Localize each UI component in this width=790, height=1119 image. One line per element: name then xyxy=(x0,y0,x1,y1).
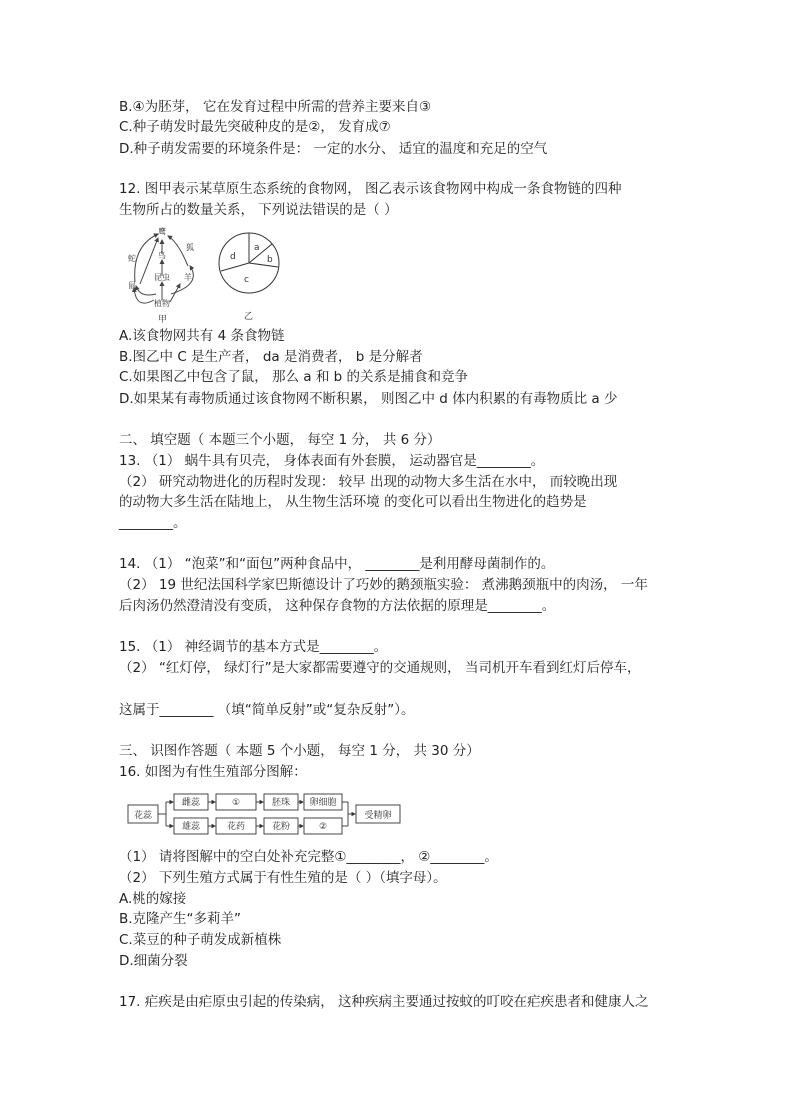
pie-caption: 乙 xyxy=(244,312,254,322)
q15-part2-line1: （2） “红灯停， 绿灯行”是大家都需要遵守的交通规则， 当司机开车看到红灯后停车， xyxy=(119,660,641,676)
q16-option-b: B.克隆产生“多莉羊” xyxy=(119,911,242,927)
food-web-sheep: 羊 xyxy=(184,273,192,282)
q16-part1: （1） 请将图解中的空白处补充完整①________， ②________。 xyxy=(119,849,498,865)
q12-stem-line1: 12. 图甲表示某草原生态系统的食物网， 图乙表示该食物网中构成一条食物链的四种 xyxy=(119,181,622,197)
diagram-anther: 花药 xyxy=(226,822,246,832)
q12-option-a: A.该食物网共有 4 条食物链 xyxy=(119,328,285,344)
q17-stem: 17. 疟疾是由疟原虫引起的传染病， 这种疾病主要通过按蚊的叮咬在疟疾患者和健康人之 xyxy=(119,994,649,1010)
diagram-blank-2: ② xyxy=(318,822,328,832)
food-web-eagle: 鹰 xyxy=(158,227,166,236)
q12-option-b: B.图乙中 C 是生产者， da 是消费者， b 是分解者 xyxy=(119,349,423,365)
q16-stem: 16. 如图为有性生殖部分图解： xyxy=(119,764,307,780)
diagram-ovule: 胚珠 xyxy=(271,798,291,808)
diagram-egg: 卵细胞 xyxy=(309,798,337,808)
reproduction-diagram xyxy=(124,790,414,842)
food-web-fox: 狐 xyxy=(186,243,194,252)
diagram-pollen: 花粉 xyxy=(271,822,291,832)
diagram-stamen: 雄蕊 xyxy=(181,822,201,832)
food-web-figure xyxy=(118,224,208,324)
section2-title: 二、 填空题（ 本题三个小题， 每空 1 分， 共 6 分） xyxy=(119,432,441,448)
diagram-blank-1: ① xyxy=(231,798,241,808)
q16-part2: （2） 下列生殖方式属于有性生殖的是（ ）（填字母）。 xyxy=(119,870,447,886)
q16-option-a: A.桃的嫁接 xyxy=(119,891,187,907)
q14-part1: 14. （1） “泡菜”和“面包”两种食品中， ________是利用酵母菌制作的。 xyxy=(119,556,555,572)
pie-divider-c-d xyxy=(221,263,249,271)
q14-part2-line2: 后肉汤仍然澄清没有变质， 这种保存食物的方法依据的原理是________。 xyxy=(119,598,556,614)
section3-title: 三、 识图作答题（ 本题 5 个小题， 每空 1 分， 共 30 分） xyxy=(119,743,480,759)
q13-part2-line1: （2） 研究动物进化的历程时发现： 较早 出现的动物大多生活在水中， 而较晚出现 xyxy=(119,474,618,490)
food-web-bird: 鸟 xyxy=(158,251,166,260)
q15-part1: 15. （1） 神经调节的基本方式是________。 xyxy=(119,639,388,655)
q12-option-c: C.如果图乙中包含了鼠， 那么 a 和 b 的关系是捕食和竞争 xyxy=(119,369,469,385)
q16-option-d: D.细菌分裂 xyxy=(119,953,188,969)
q15-part2-line2: 这属于________ （填“简单反射”或“复杂反射”）。 xyxy=(119,702,415,718)
pie-label-a: a xyxy=(254,243,260,253)
q11-option-c: C.种子萌发时最先突破种皮的是②， 发育成⑦ xyxy=(119,119,391,135)
q16-option-c: C.菜豆的种子萌发成新植株 xyxy=(119,932,282,948)
diagram-flower: 花蕊 xyxy=(133,811,153,821)
q13-part2-line3: ________。 xyxy=(119,515,187,531)
pie-label-c: c xyxy=(244,275,249,285)
diagram-pistil: 雌蕊 xyxy=(181,798,201,808)
q11-option-d: D.种子萌发需要的环境条件是： 一定的水分、 适宜的温度和充足的空气 xyxy=(119,141,548,157)
q14-part2-line1: （2） 19 世纪法国科学家巴斯德设计了巧妙的鹅颈瓶实验： 煮沸鹅颈瓶中的肉汤， 一年 xyxy=(119,577,648,593)
food-web-caption: 甲 xyxy=(158,315,168,324)
q12-option-d: D.如果某有毒物质通过该食物网不断积累， 则图乙中 d 体内积累的有毒物质比 a 少 xyxy=(119,391,618,407)
pie-figure xyxy=(212,226,287,324)
pie-label-b: b xyxy=(267,255,273,265)
pie-divider-b-c xyxy=(249,263,278,267)
food-web-plant: 植物 xyxy=(154,299,170,308)
q13-part1: 13. （1） 蜗牛具有贝壳， 身体表面有外套膜， 运动器官是________。 xyxy=(119,453,545,469)
q12-stem-line2: 生物所占的数量关系， 下列说法错误的是（ ） xyxy=(119,202,398,218)
q11-option-b: B.④为胚芽， 它在发育过程中所需的营养主要来自③ xyxy=(119,99,432,115)
pie-label-d: d xyxy=(230,252,236,262)
diagram-zygote: 受精卵 xyxy=(364,811,392,821)
q13-part2-line2: 的动物大多生活在陆地上， 从生物生活环境 的变化可以看出生物进化的趋势是 xyxy=(119,494,587,510)
food-web-snake: 蛇 xyxy=(128,254,136,263)
food-web-mouse: 鼠 xyxy=(128,281,136,290)
food-web-insect: 昆虫 xyxy=(154,273,170,282)
